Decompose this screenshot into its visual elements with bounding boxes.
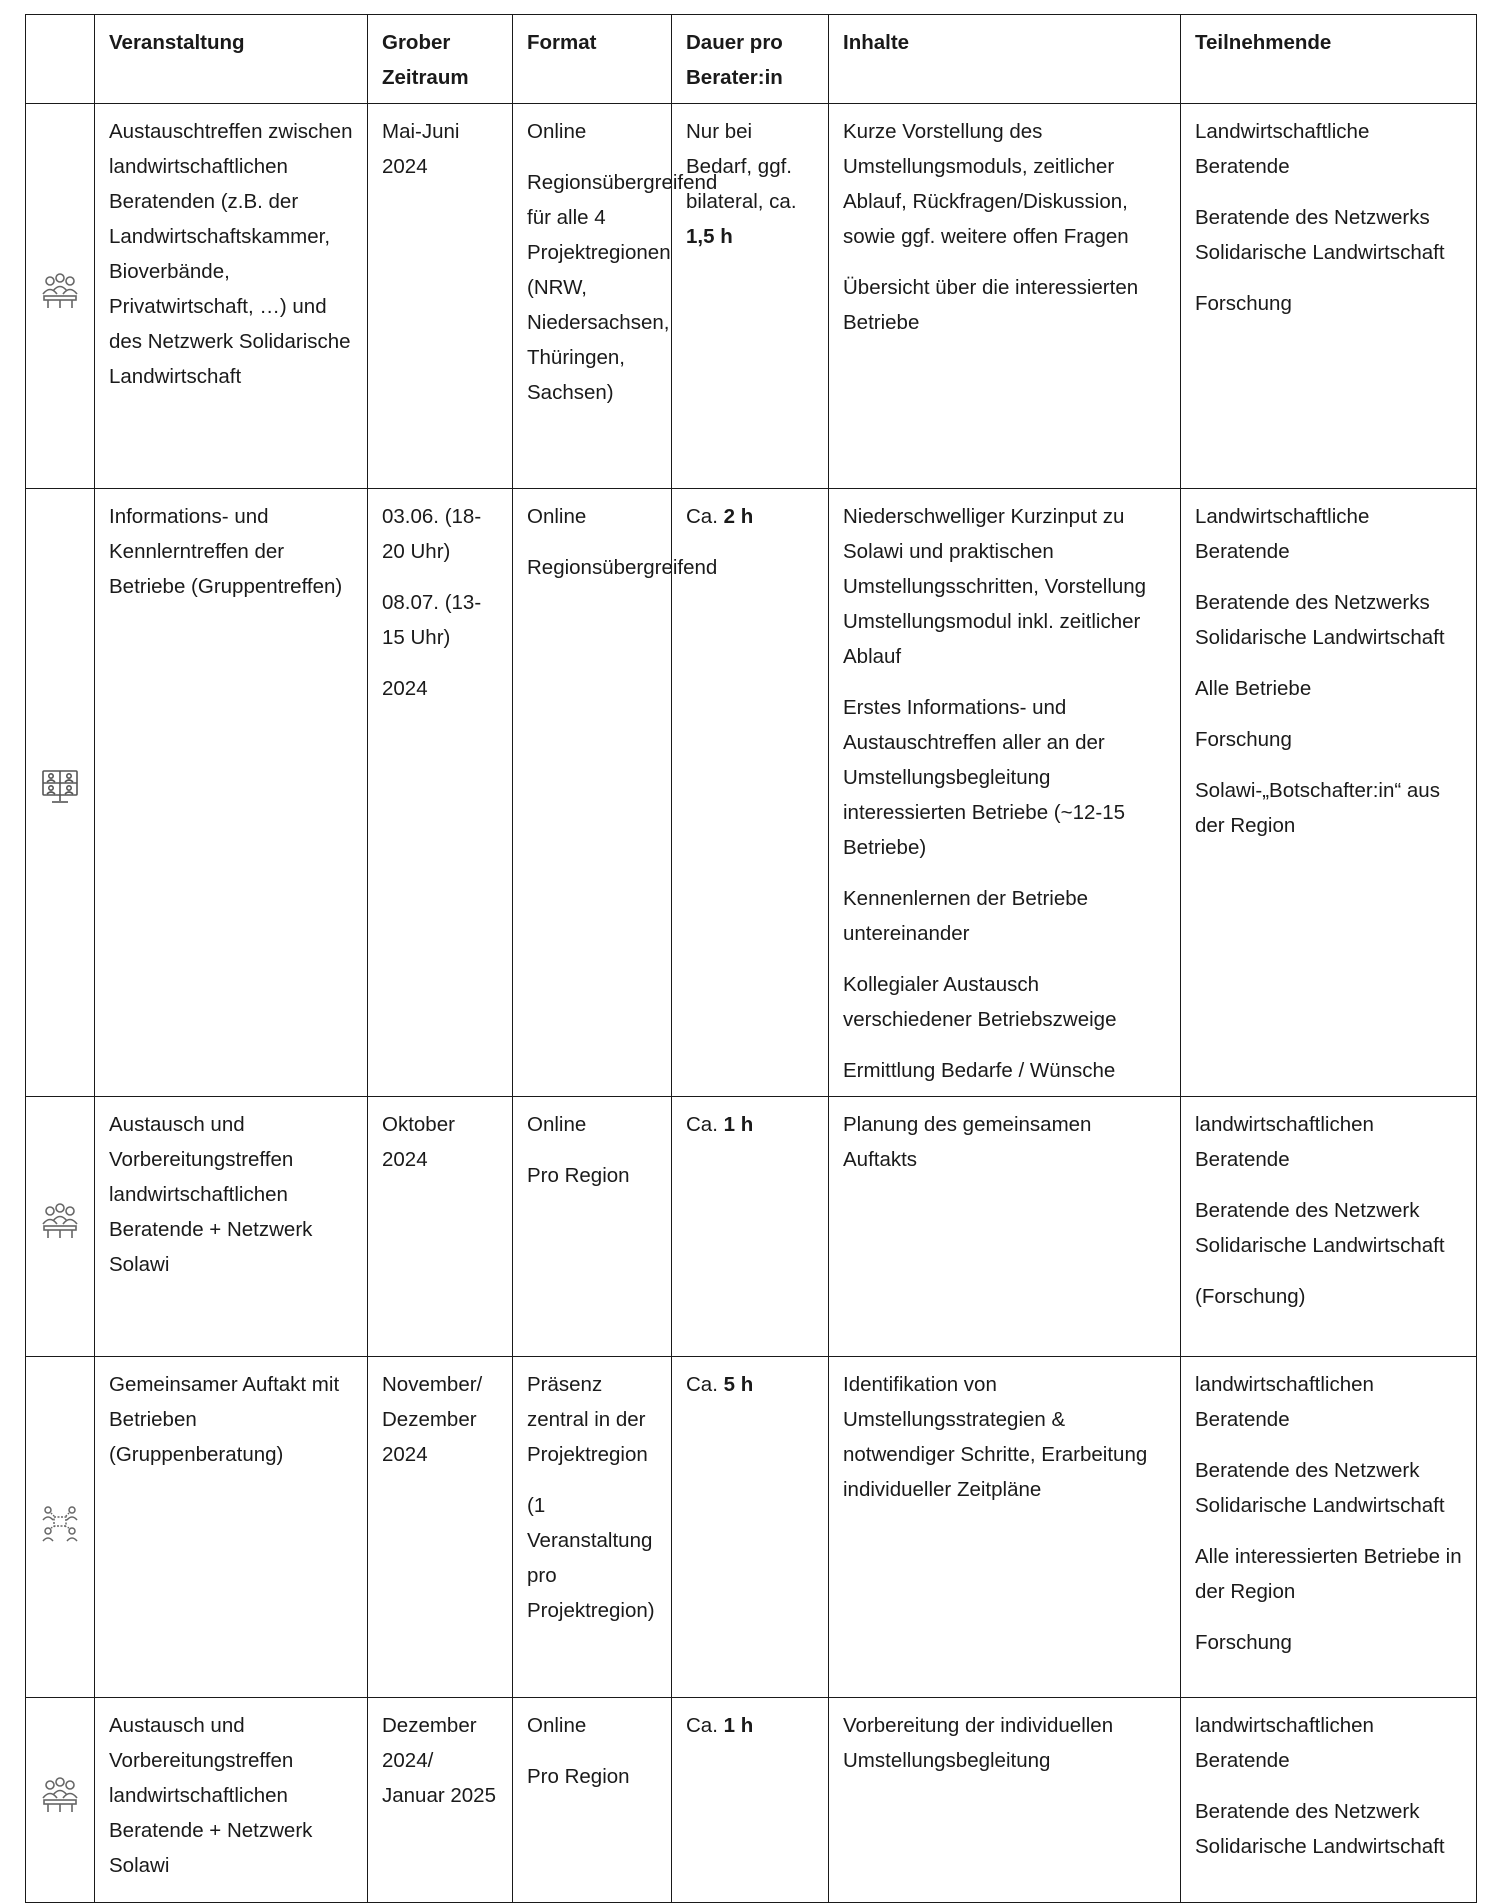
inhalte-item: Kennenlernen der Betriebe untereinander xyxy=(843,887,1089,945)
cell-veranstaltung: Austausch und Vorbereitungstreffen landwirtschaftlichen Beratende + Netzwerk Solawi xyxy=(95,1698,368,1903)
inhalte-item: Erstes Informations- und Austauschtreffen aller an der Umstellungsbegleitung interessierten Betriebe (~12-15 Betriebe) xyxy=(843,696,1126,859)
cell-veranstaltung: Austausch und Vorbereitungstreffen landwirtschaftlichen Beratende + Netzwerk Solawi xyxy=(95,1097,368,1357)
format-line: Online xyxy=(527,505,587,528)
header-teilnehmende: Teilnehmende xyxy=(1181,15,1477,104)
teilnehmende-item: Alle Betriebe xyxy=(1195,677,1312,700)
teilnehmende-item: Forschung xyxy=(1195,1631,1292,1654)
teilnehmende-item: Beratende des Netzwerk Solidarische Landwirtschaft xyxy=(1195,1199,1445,1257)
cell-dauer xyxy=(672,1698,829,1903)
teilnehmende-item: Forschung xyxy=(1195,292,1292,315)
table-row xyxy=(26,489,1477,1097)
format-line: Regionsübergreifend xyxy=(527,556,718,579)
teilnehmende-item: Beratende des Netzwerks Solidarische Landwirtschaft xyxy=(1195,206,1445,264)
dauer-prefix: Ca. xyxy=(686,1373,718,1396)
zeitraum-line: 03.06. (18-20 Uhr) xyxy=(382,505,482,563)
inhalte-item: Übersicht über die interessierten Betriebe xyxy=(843,276,1139,334)
header-row xyxy=(26,15,1477,104)
dauer-value: 1 h xyxy=(723,1113,754,1136)
header-icon-col xyxy=(26,15,95,104)
dauer-prefix: Ca. xyxy=(686,505,718,528)
format-line: Online xyxy=(527,1113,587,1136)
teilnehmende-item: Landwirtschaftliche Beratende xyxy=(1195,120,1370,178)
cell-teilnehmende xyxy=(1181,489,1477,1097)
cell-teilnehmende xyxy=(1181,1698,1477,1903)
teilnehmende-item: landwirtschaftlichen Beratende xyxy=(1195,1373,1374,1431)
cell-veranstaltung: Gemeinsamer Auftakt mit Betrieben (Gruppenberatung) xyxy=(95,1357,368,1698)
header-veranstaltung: Veranstaltung xyxy=(95,15,368,104)
teilnehmende-item: Solawi-„Botschafter:in“ aus der Region xyxy=(1195,779,1440,837)
inhalte-item: Planung des gemeinsamen Auftakts xyxy=(843,1113,1092,1171)
cell-inhalte xyxy=(829,1357,1181,1698)
dauer-prefix: Ca. xyxy=(686,1113,718,1136)
format-line: Präsenz zentral in der Projektregion xyxy=(527,1373,648,1466)
teilnehmende-item: Landwirtschaftliche Beratende xyxy=(1195,505,1370,563)
cell-inhalte xyxy=(829,1097,1181,1357)
header-format: Format xyxy=(513,15,672,104)
cell-format xyxy=(513,1097,672,1357)
meeting-people-icon xyxy=(39,270,81,312)
format-line: Pro Region xyxy=(527,1765,630,1788)
cell-dauer xyxy=(672,104,829,489)
cell-zeitraum: Mai-Juni 2024 xyxy=(368,104,513,489)
teilnehmende-item: Beratende des Netzwerks Solidarische Landwirtschaft xyxy=(1195,591,1445,649)
teilnehmende-item: Forschung xyxy=(1195,728,1292,751)
cell-veranstaltung: Austauschtreffen zwischen landwirtschaftlichen Beratenden (z.B. der Landwirtschaftskammer, Bioverbände, Privatwirtschaft, …) und des Netzwerk Solidarische Landwirtschaft xyxy=(95,104,368,489)
cell-inhalte xyxy=(829,1698,1181,1903)
dauer-value: 2 h xyxy=(723,505,754,528)
cell-format xyxy=(513,1357,672,1698)
dauer-prefix: Ca. xyxy=(686,1714,718,1737)
table-row xyxy=(26,104,1477,489)
format-line: Online xyxy=(527,120,587,143)
inhalte-item: Niederschwelliger Kurzinput zu Solawi und praktischen Umstellungsschritten, Vorstellung Umstellungsmodul inkl. zeitlicher Ablauf xyxy=(843,505,1147,668)
video-conference-icon xyxy=(39,766,81,808)
header-zeitraum: Grober Zeitraum xyxy=(368,15,513,104)
format-line: Pro Region xyxy=(527,1164,630,1187)
icon-cell xyxy=(26,1357,95,1698)
cell-inhalte xyxy=(829,489,1181,1097)
inhalte-item: Kurze Vorstellung des Umstellungsmoduls, zeitlicher Ablauf, Rückfragen/Diskussion, sowie ggf. weitere offen Fragen xyxy=(843,120,1129,248)
format-line: (1 Veranstaltung pro Projektregion) xyxy=(527,1494,655,1622)
cell-zeitraum: Dezember 2024/ Januar 2025 xyxy=(368,1698,513,1903)
inhalte-item: Vorbereitung der individuellen Umstellungsbegleitung xyxy=(843,1714,1114,1772)
format-line: Online xyxy=(527,1714,587,1737)
teilnehmende-item: Beratende des Netzwerk Solidarische Landwirtschaft xyxy=(1195,1459,1445,1517)
inhalte-item: Ermittlung Bedarfe / Wünsche xyxy=(843,1059,1116,1082)
cell-teilnehmende xyxy=(1181,1097,1477,1357)
zeitraum-line: 08.07. (13-15 Uhr) xyxy=(382,591,482,649)
cell-zeitraum xyxy=(368,489,513,1097)
format-line: Regionsübergreifend für alle 4 Projektregionen (NRW, Niedersachsen, Thüringen, Sachsen) xyxy=(527,171,718,404)
cell-dauer xyxy=(672,1097,829,1357)
cell-teilnehmende xyxy=(1181,104,1477,489)
table-row xyxy=(26,1698,1477,1903)
teilnehmende-item: landwirtschaftlichen Beratende xyxy=(1195,1113,1374,1171)
meeting-people-icon xyxy=(39,1200,81,1242)
icon-cell xyxy=(26,1097,95,1357)
meeting-people-icon xyxy=(39,1774,81,1816)
cell-inhalte xyxy=(829,104,1181,489)
dauer-value: 1,5 h xyxy=(686,225,733,248)
teilnehmende-item: Alle interessierten Betriebe in der Region xyxy=(1195,1545,1462,1603)
inhalte-item: Kollegialer Austausch verschiedener Betriebszweige xyxy=(843,973,1117,1031)
icon-cell xyxy=(26,489,95,1097)
teilnehmende-item: (Forschung) xyxy=(1195,1285,1306,1308)
table-row xyxy=(26,1097,1477,1357)
cell-format xyxy=(513,1698,672,1903)
header-dauer: Dauer pro Berater:in xyxy=(672,15,829,104)
table-row xyxy=(26,1357,1477,1698)
event-table xyxy=(25,14,1477,1903)
header-inhalte: Inhalte xyxy=(829,15,1181,104)
cell-dauer xyxy=(672,1357,829,1698)
icon-cell xyxy=(26,104,95,489)
icon-cell xyxy=(26,1698,95,1903)
cell-dauer xyxy=(672,489,829,1097)
dauer-value: 5 h xyxy=(723,1373,754,1396)
cell-veranstaltung: Informations- und Kennlerntreffen der Betriebe (Gruppentreffen) xyxy=(95,489,368,1097)
teilnehmende-item: Beratende des Netzwerk Solidarische Landwirtschaft xyxy=(1195,1800,1445,1858)
zeitraum-line: 2024 xyxy=(382,677,428,700)
inhalte-item: Identifikation von Umstellungsstrategien & notwendiger Schritte, Erarbeitung individueller Zeitpläne xyxy=(843,1373,1148,1501)
cell-zeitraum: Oktober 2024 xyxy=(368,1097,513,1357)
dauer-prefix: Nur bei Bedarf, ggf. bilateral, ca. xyxy=(686,120,797,213)
group-workshop-icon xyxy=(39,1501,81,1543)
cell-zeitraum: November/ Dezember 2024 xyxy=(368,1357,513,1698)
dauer-value: 1 h xyxy=(723,1714,754,1737)
teilnehmende-item: landwirtschaftlichen Beratende xyxy=(1195,1714,1374,1772)
cell-teilnehmende xyxy=(1181,1357,1477,1698)
